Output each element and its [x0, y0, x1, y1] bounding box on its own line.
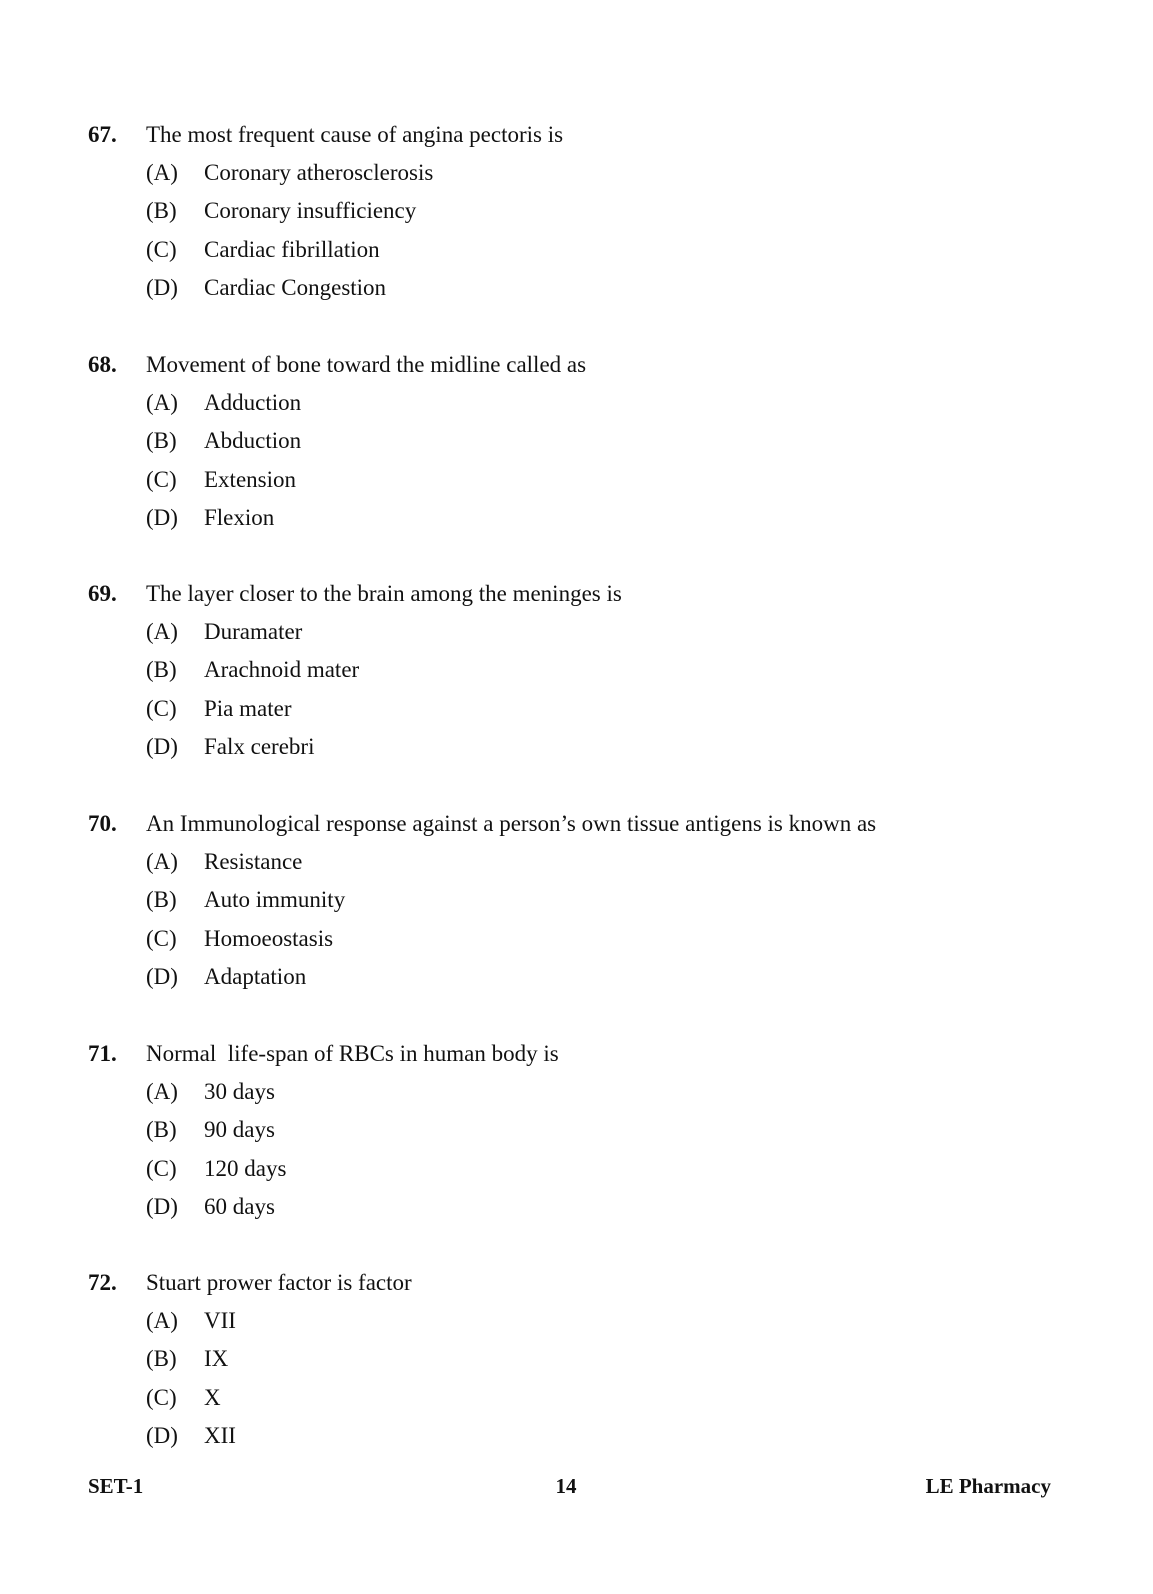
option-text: XII	[204, 1422, 236, 1448]
option-label: (C)	[146, 1384, 177, 1410]
option-c	[88, 690, 1088, 728]
option-text: 30 days	[204, 1079, 275, 1104]
option-label: (B)	[146, 198, 177, 224]
option-a	[88, 843, 1088, 881]
question-69	[88, 575, 1088, 766]
option-b	[88, 1340, 1088, 1378]
option-label: (C)	[146, 466, 177, 492]
option-label: (B)	[146, 1346, 177, 1372]
option-c	[88, 920, 1088, 958]
option-text: 60 days	[204, 1193, 275, 1219]
option-label: (D)	[146, 733, 178, 759]
question-70	[88, 805, 1088, 996]
option-label: (D)	[146, 1193, 178, 1219]
option-label: (D)	[146, 963, 178, 989]
question-number: 70.	[88, 811, 117, 836]
option-text: Adaptation	[204, 963, 307, 989]
option-b	[88, 881, 1088, 919]
option-b	[88, 422, 1088, 460]
option-a	[88, 384, 1088, 422]
option-label: (C)	[146, 236, 177, 262]
option-d	[88, 269, 1088, 307]
option-b	[88, 192, 1088, 230]
option-label: (B)	[146, 428, 177, 454]
option-c	[88, 461, 1088, 499]
option-text: X	[204, 1384, 221, 1410]
option-text: Coronary insufficiency	[204, 198, 417, 224]
option-d	[88, 499, 1088, 537]
option-label: (B)	[146, 657, 177, 683]
option-text: Flexion	[204, 504, 275, 530]
question-text: Movement of bone toward the midline called as	[146, 352, 587, 377]
option-label: (D)	[146, 1422, 178, 1448]
option-d	[88, 958, 1088, 996]
option-text: 120 days	[204, 1155, 287, 1181]
question-text: The layer closer to the brain among the meninges is	[146, 581, 622, 606]
question-72	[88, 1264, 1088, 1455]
option-label: (C)	[146, 925, 177, 951]
option-a	[88, 613, 1088, 651]
option-label: (B)	[146, 1117, 177, 1143]
option-label: (A)	[146, 160, 178, 185]
option-text: Cardiac Congestion	[204, 274, 387, 300]
question-68	[88, 346, 1088, 537]
option-a	[88, 154, 1088, 192]
option-text: IX	[204, 1346, 229, 1372]
set-label: SET-1	[88, 1474, 144, 1498]
option-label: (A)	[146, 619, 178, 644]
option-d	[88, 1417, 1088, 1455]
question-67	[88, 116, 1088, 307]
subject-label: LE Pharmacy	[925, 1474, 1051, 1498]
option-text: Abduction	[204, 428, 302, 454]
question-number: 67.	[88, 122, 117, 147]
option-text: Extension	[204, 466, 296, 492]
option-b	[88, 651, 1088, 689]
option-text: Arachnoid mater	[204, 657, 360, 683]
option-text: Auto immunity	[204, 887, 346, 913]
question-71	[88, 1035, 1088, 1226]
option-text: Coronary atherosclerosis	[204, 160, 434, 185]
question-number: 71.	[88, 1041, 117, 1066]
option-label: (C)	[146, 1155, 177, 1181]
option-label: (D)	[146, 274, 178, 300]
option-label: (A)	[146, 1079, 178, 1104]
question-number: 72.	[88, 1270, 117, 1295]
option-text: Falx cerebri	[204, 733, 315, 759]
option-c	[88, 231, 1088, 269]
option-c	[88, 1379, 1088, 1417]
option-text: 90 days	[204, 1117, 275, 1143]
option-a	[88, 1073, 1088, 1111]
option-label: (D)	[146, 504, 178, 530]
question-text: Stuart prower factor is factor	[146, 1270, 412, 1295]
option-text: Adduction	[204, 390, 302, 415]
option-d	[88, 728, 1088, 766]
option-text: Duramater	[204, 619, 303, 644]
option-text: Resistance	[204, 849, 303, 874]
option-text: Homoeostasis	[204, 925, 334, 951]
question-number: 69.	[88, 581, 117, 606]
option-c	[88, 1150, 1088, 1188]
option-text: VII	[204, 1308, 236, 1333]
option-d	[88, 1188, 1088, 1226]
question-text: The most frequent cause of angina pectoris is	[146, 122, 564, 147]
option-b	[88, 1111, 1088, 1149]
page-number: 14	[555, 1474, 577, 1498]
question-text: An Immunological response against a person’s own tissue antigens is known as	[146, 811, 877, 836]
option-a	[88, 1302, 1088, 1340]
option-label: (A)	[146, 390, 178, 415]
option-label: (A)	[146, 849, 178, 874]
question-text: Normal life-span of RBCs in human body is	[146, 1041, 559, 1066]
option-text: Pia mater	[204, 695, 292, 721]
question-number: 68.	[88, 352, 117, 377]
option-label: (B)	[146, 887, 177, 913]
option-label: (A)	[146, 1308, 178, 1333]
option-text: Cardiac fibrillation	[204, 236, 380, 262]
page-footer	[0, 1470, 1153, 1502]
option-label: (C)	[146, 695, 177, 721]
